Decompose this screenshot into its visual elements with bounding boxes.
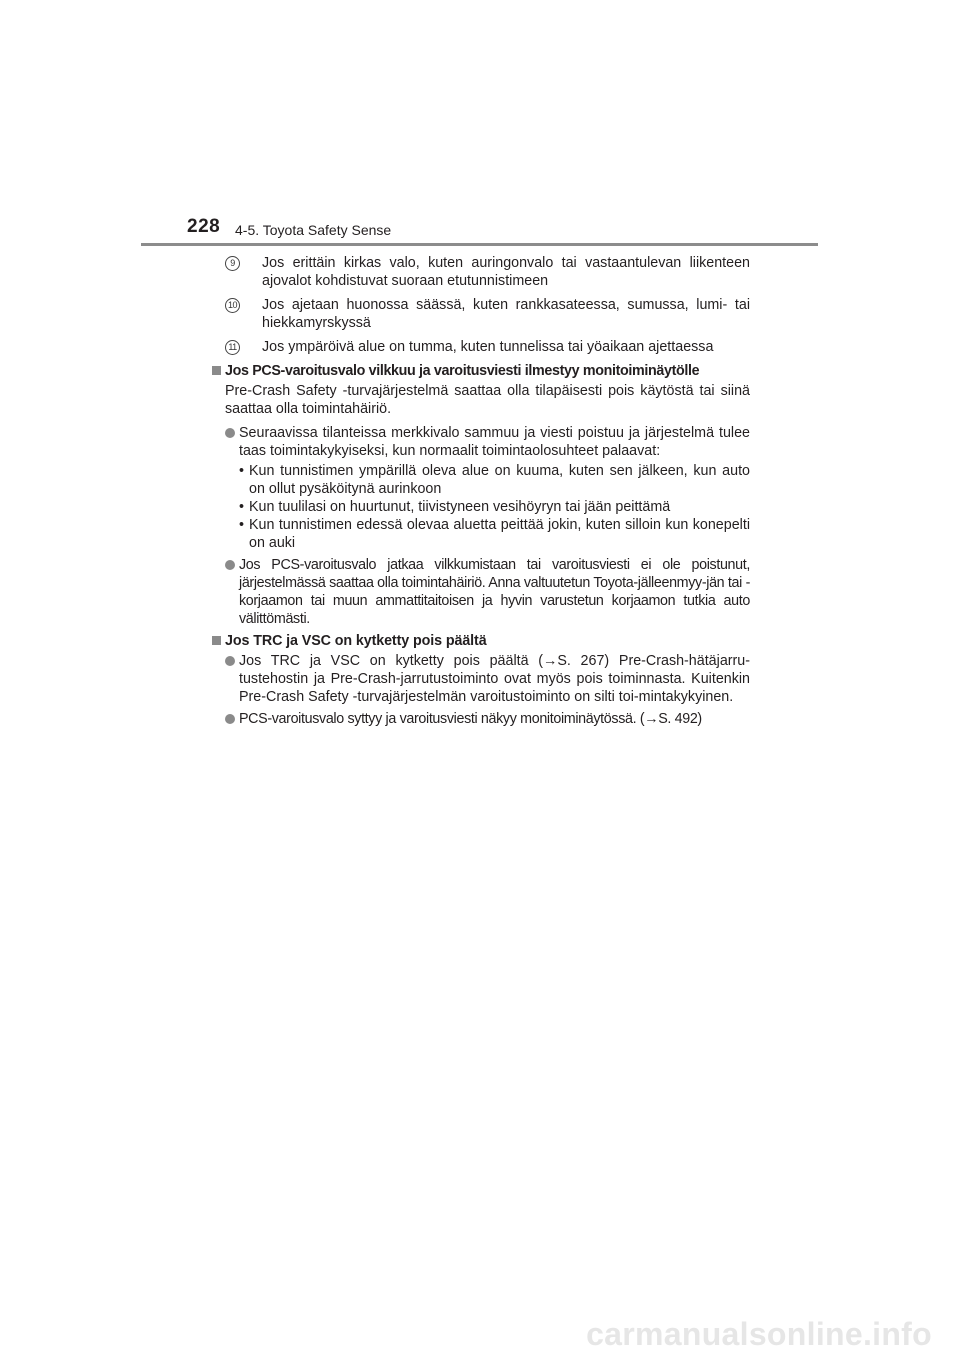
section-intro: Pre-Crash Safety -turvajärjestelmä saattaa olla tilapäisesti pois käytöstä tai siinä saattaa olla toimintahäiriö. xyxy=(225,383,750,417)
round-bullet-icon xyxy=(225,428,235,438)
numbered-item-text: Jos erittäin kirkas valo, kuten auringonvalo tai vastaantulevan liikenteen ajovalot kohdistuvat suoraan etutunnistimeen xyxy=(262,255,750,289)
page-content xyxy=(212,254,750,732)
circled-number-11: 11 xyxy=(225,340,240,355)
sub-list-item: • Kun tunnistimen ympärillä oleva alue on kuuma, kuten sen jälkeen, kun auto on ollut pysäköitynä aurinkoon xyxy=(239,463,750,497)
bullet-item: Seuraavissa tilanteissa merkkivalo sammuu ja viesti poistuu ja järjestelmä tulee taas toimintakykyiseksi, kun normaalit toimintaolosuhteet palaavat: • Kun tunnistimen ympärillä oleva alue on kuuma, kuten sen jälkeen, kun auto on ollut pysäköitynä aurinkoon • Kun tuulilasi on huurtunut, tiivistyneen vesihöyryn tai jään peittämä • Kun tunnistimen edessä olevaa aluetta peittää jokin, kuten silloin kun konepelti on auki xyxy=(212,424,750,552)
bullet-item: Jos TRC ja VSC on kytketty pois päältä (→S. 267) Pre-Crash-hätäjarru-tustehostin ja Pre-Crash-jarrutustoiminto ovat myös pois toiminnasta. Kuitenkin Pre-Crash Safety -turvajärjestelmän varoitustoiminto on silti toi-mintakykyinen. xyxy=(212,652,750,706)
sub-list xyxy=(239,462,750,552)
sub-list-item: • Kun tunnistimen edessä olevaa aluetta peittää jokin, kuten silloin kun konepelti on auki xyxy=(239,517,750,551)
square-bullet-icon xyxy=(212,366,221,375)
circled-number-10: 10 xyxy=(225,298,240,313)
numbered-item-text: Jos ympäröivä alue on tumma, kuten tunnelissa tai yöaikaan ajettaessa xyxy=(262,339,714,355)
round-bullet-icon xyxy=(225,656,235,666)
section-heading-trc-vsc: Jos TRC ja VSC on kytketty pois päältä xyxy=(212,632,750,650)
page-number: 228 xyxy=(187,216,221,237)
numbered-item-text: Jos ajetaan huonossa säässä, kuten rankkasateessa, sumussa, lumi- tai hiekkamyrskyssä xyxy=(262,297,750,331)
numbered-item-9 xyxy=(225,254,750,290)
watermark: carmanualsonline.info xyxy=(586,1316,932,1352)
section-heading-pcs-warning: Jos PCS-varoitusvalo vilkkuu ja varoitusviesti ilmestyy monitoiminäytölle xyxy=(212,362,750,380)
numbered-item-11 xyxy=(225,338,750,356)
round-bullet-icon xyxy=(225,714,235,724)
section-title: 4-5. Toyota Safety Sense xyxy=(235,222,392,238)
square-bullet-icon xyxy=(212,636,221,645)
bullet-item: Jos PCS-varoitusvalo jatkaa vilkkumistaan tai varoitusviesti ei ole poistunut, järjestelmässä saattaa olla toimintahäiriö. Anna valtuutetun Toyota-jälleenmyy-jän tai -korjaamon tai muun ammattitaitoisen ja hyvin varustetun korjaamon tutkia auto välittömästi. xyxy=(212,556,750,628)
numbered-item-10 xyxy=(225,296,750,332)
bullet-item: PCS-varoitusvalo syttyy ja varoitusviesti näkyy monitoiminäytössä. (→S. 492) xyxy=(212,710,750,728)
header-rule xyxy=(141,243,818,246)
sub-list-item: • Kun tuulilasi on huurtunut, tiivistyneen vesihöyryn tai jään peittämä xyxy=(239,499,671,515)
circled-number-9: 9 xyxy=(225,256,240,271)
round-bullet-icon xyxy=(225,560,235,570)
